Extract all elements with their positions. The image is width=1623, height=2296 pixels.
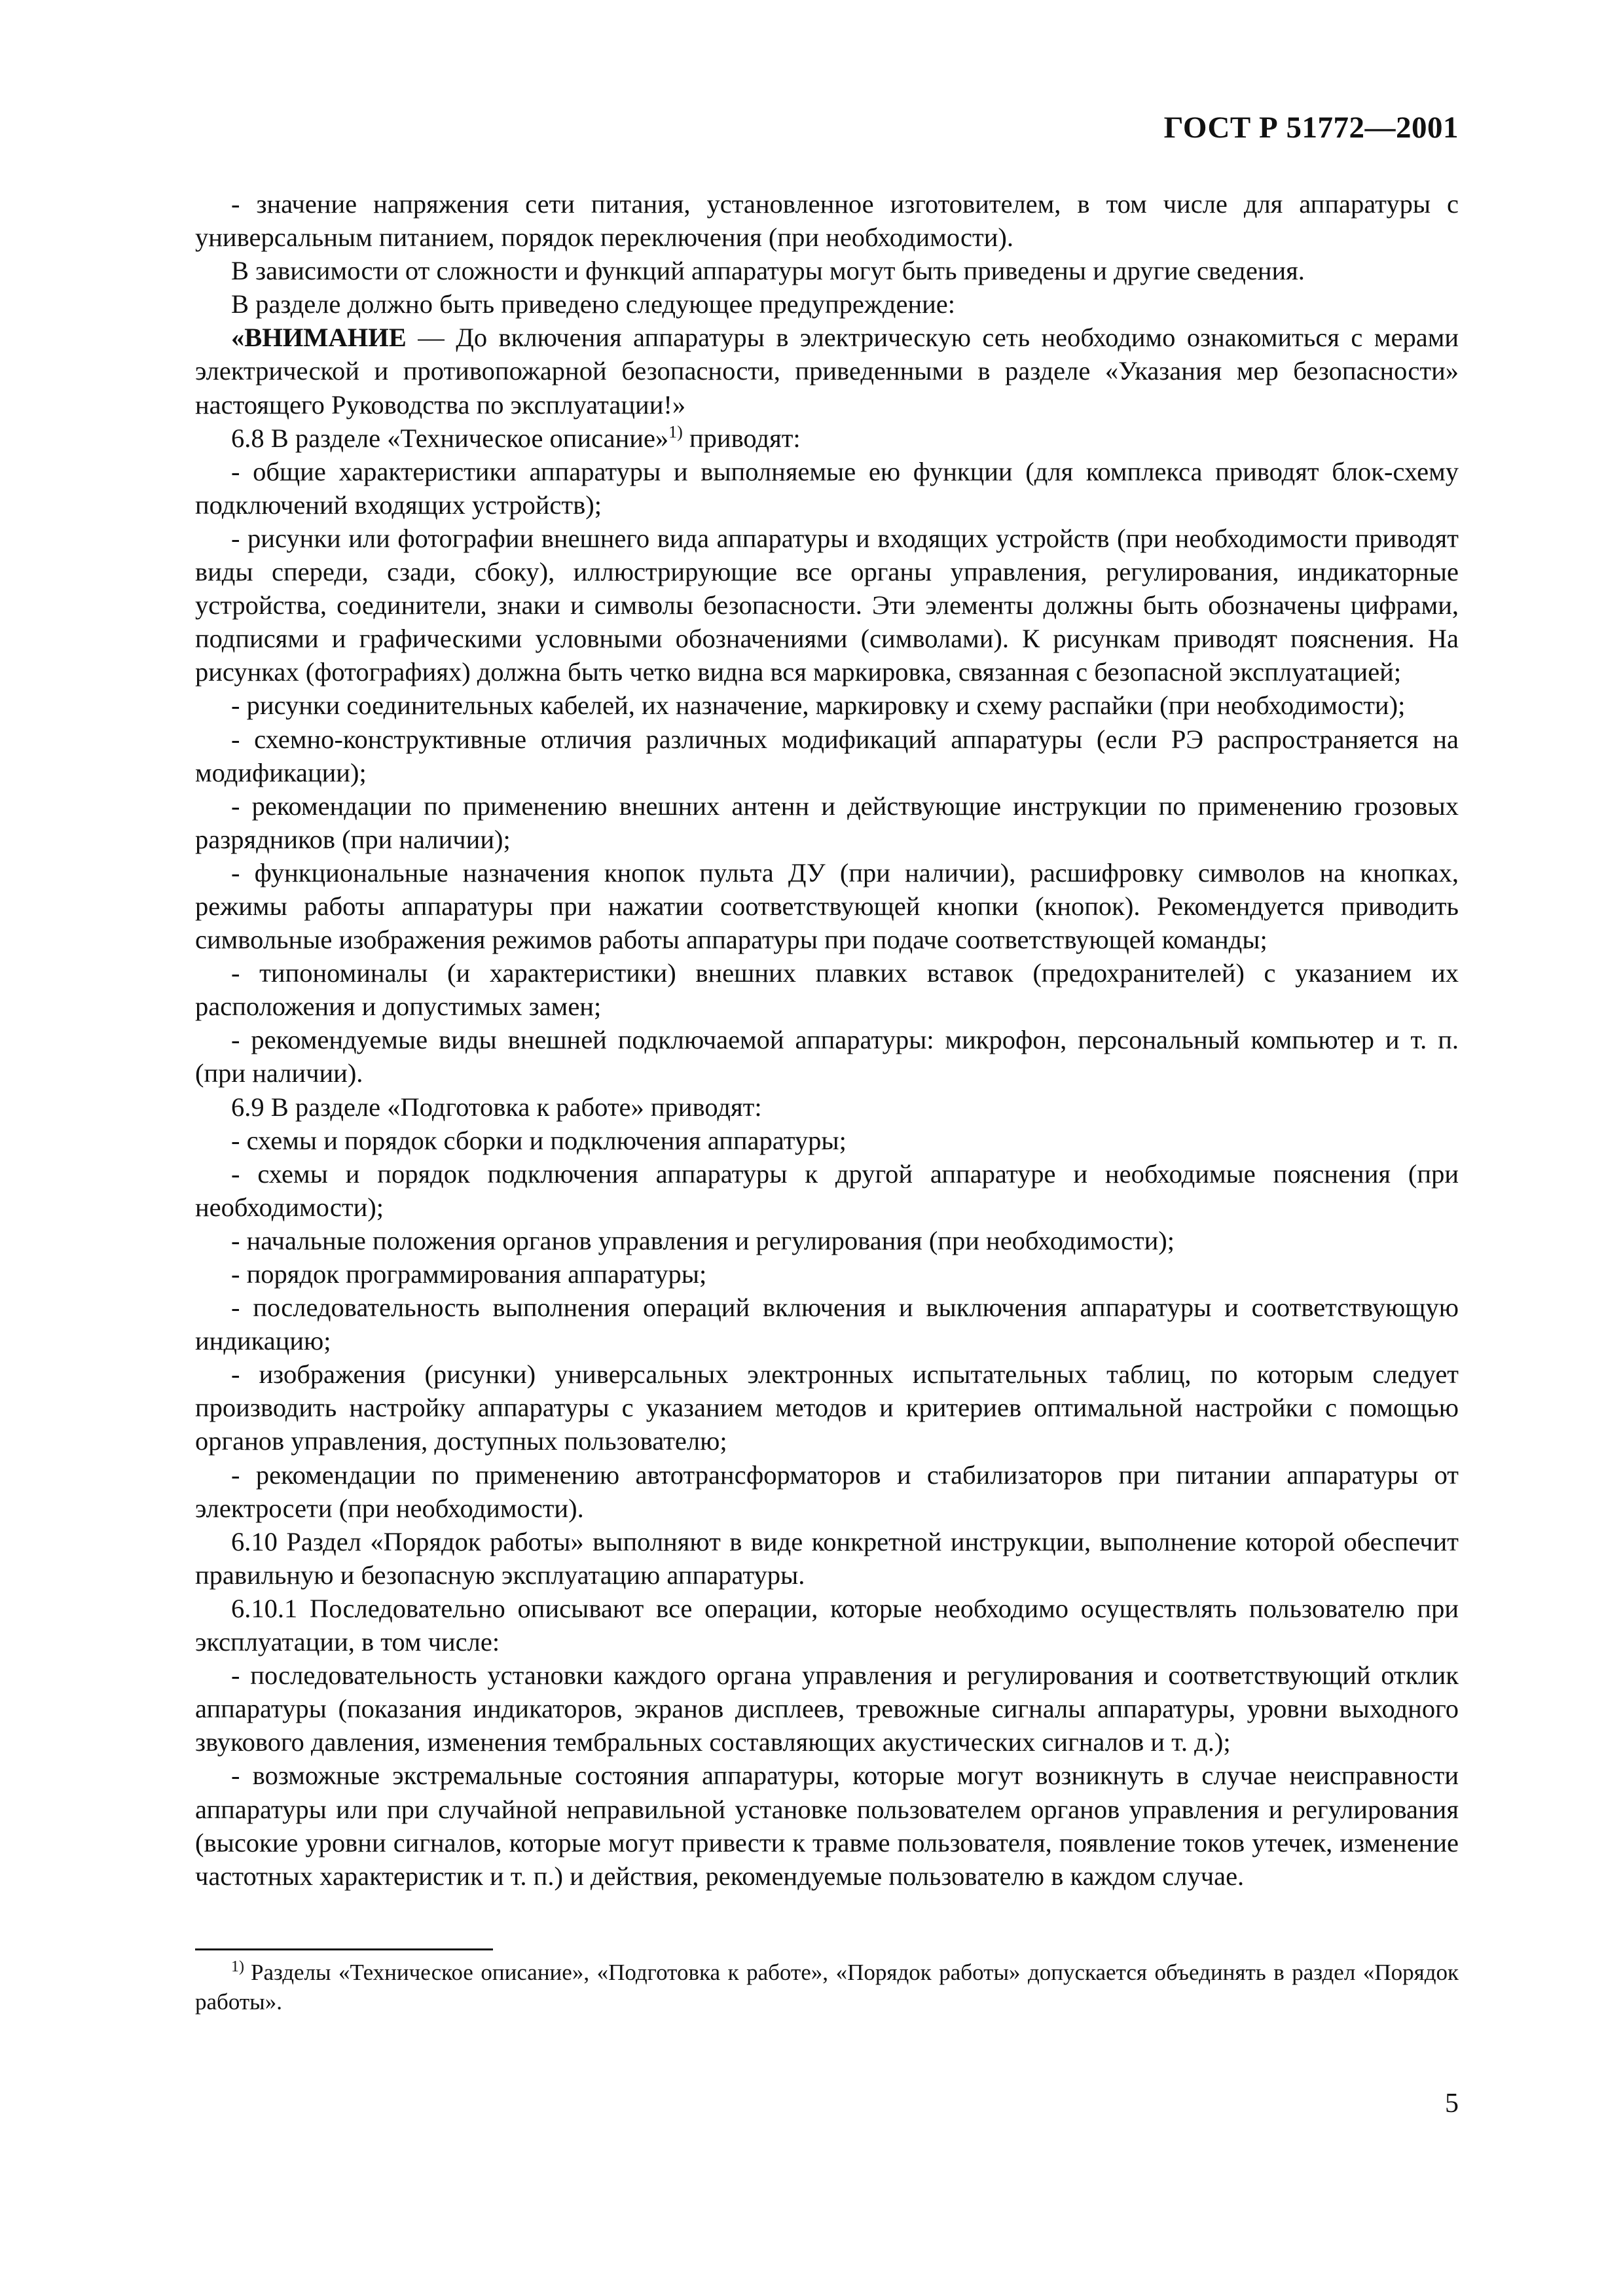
list-item xyxy=(195,789,1459,856)
clause-6-10-1 xyxy=(195,1592,1459,1659)
paragraph-text: — До включения аппаратуры в электрическую сеть необходимо ознакомиться с мерами электрической и противопожарной безопасности, приведенными в разделе «Указания мер безопасности» настоящего Руководства по эксплуатации!» xyxy=(195,323,1459,420)
footnote-reference: 1) xyxy=(668,422,683,442)
clause-6-8 xyxy=(195,422,1459,455)
list-item xyxy=(195,1257,1459,1291)
paragraph-text: - схемы и порядок подключения аппаратуры к другой аппаратуре и необходимые пояснения (при необходимости); xyxy=(195,1158,1459,1222)
paragraph-text: - возможные экстремальные состояния аппаратуры, которые могут возникнуть в случае неисправности аппаратуры или при случайной неправильной установке пользователем органов управления и регулирования (высокие уровни сигналов, которые могут привести к травме пользователя, появление токов утечек, изменение частотных характеристик и т. п.) и действия, рекомендуемые пользователю в каждом случае. xyxy=(195,1761,1459,1891)
page-number: 5 xyxy=(1445,2089,1459,2119)
paragraph-text: - рекомендации по применению внешних антенн и действующие инструкции по применению грозовых разрядников (при наличии); xyxy=(195,791,1459,854)
footnote-divider xyxy=(195,1948,493,1950)
document-body xyxy=(195,187,1459,1893)
paragraph-text: 6.10.1 Последовательно описывают все операции, которые необходимо осуществлять пользователю при эксплуатации, в том числе: xyxy=(195,1593,1459,1657)
paragraph-text: - типономиналы (и характеристики) внешних плавких вставок (предохранителей) с указанием их расположения и допустимых замен; xyxy=(195,958,1459,1022)
list-item xyxy=(195,522,1459,689)
paragraph-text: - схемно-конструктивные отличия различных модификаций аппаратуры (если РЭ распространяется на модификации); xyxy=(195,724,1459,787)
clause-6-9 xyxy=(195,1090,1459,1124)
footnote-paragraph xyxy=(195,1958,1459,2017)
list-item xyxy=(195,856,1459,956)
list-item xyxy=(195,455,1459,522)
list-item xyxy=(195,1291,1459,1357)
list-item xyxy=(195,1458,1459,1525)
paragraph-text: - функциональные назначения кнопок пульта ДУ (при наличии), расшифровку символов на кнопках, режимы работы аппаратуры при нажатии соответствующей кнопки (кнопок). Рекомендуется приводить символьные изображения режимов работы аппаратуры при подаче соответствующей команды; xyxy=(195,857,1459,955)
paragraph xyxy=(195,287,1459,321)
paragraph-text: - порядок программирования аппаратуры; xyxy=(231,1259,707,1289)
paragraph-text: 6.10 Раздел «Порядок работы» выполняют в виде конкретной инструкции, выполнение которой обеспечит правильную и безопасную эксплуатацию аппаратуры. xyxy=(195,1526,1459,1590)
list-item xyxy=(195,1659,1459,1759)
paragraph-text: - последовательность установки каждого органа управления и регулирования и соответствующий отклик аппаратуры (показания индикаторов, экранов дисплеев, тревожные сигналы аппаратуры, уровни выходного звукового давления, изменения тембральных составляющих акустических сигналов и т. д.); xyxy=(195,1660,1459,1757)
list-item xyxy=(195,1124,1459,1157)
paragraph-text: приводят: xyxy=(682,423,801,453)
list-item xyxy=(195,956,1459,1023)
paragraph-text: В зависимости от сложности и функций аппаратуры могут быть приведены и другие сведения. xyxy=(231,256,1305,286)
list-item xyxy=(195,689,1459,722)
paragraph-text: - изображения (рисунки) универсальных электронных испытательных таблиц, по которым следует производить настройку аппаратуры с указанием методов и критериев оптимальной настройки с помощью органов управления, доступных пользователю; xyxy=(195,1359,1459,1456)
paragraph-text: - общие характеристики аппаратуры и выполняемые ею функции (для комплекса приводят блок-схему подключений входящих устройств); xyxy=(195,456,1459,520)
list-item xyxy=(195,1357,1459,1458)
clause-6-10 xyxy=(195,1525,1459,1592)
warning-label: «ВНИМАНИЕ xyxy=(231,323,407,353)
footnote-mark: 1) xyxy=(231,1958,244,1976)
list-item xyxy=(195,1157,1459,1224)
paragraph-text: - схемы и порядок сборки и подключения аппаратуры; xyxy=(231,1125,847,1155)
paragraph-text: 6.8 В разделе «Техническое описание» xyxy=(231,423,669,453)
list-item xyxy=(195,723,1459,789)
warning-paragraph xyxy=(195,321,1459,421)
paragraph-text: - рекомендации по применению автотрансформаторов и стабилизаторов при питании аппаратуры от электросети (при необходимости). xyxy=(195,1460,1459,1523)
paragraph-text: - начальные положения органов управления и регулирования (при необходимости); xyxy=(231,1225,1175,1255)
paragraph-text: 6.9 В разделе «Подготовка к работе» приводят: xyxy=(231,1092,762,1122)
list-item xyxy=(195,1023,1459,1090)
paragraph-text: - рекомендуемые виды внешней подключаемой аппаратуры: микрофон, персональный компьютер и т. п. (при наличии). xyxy=(195,1025,1459,1088)
list-item xyxy=(195,1759,1459,1892)
paragraph-text: В разделе должно быть приведено следующее предупреждение: xyxy=(231,289,956,319)
document-standard-id: ГОСТ Р 51772—2001 xyxy=(1163,111,1459,145)
footnote-text: Разделы «Техническое описание», «Подготовка к работе», «Порядок работы» допускается объединять в раздел «Порядок работы». xyxy=(195,1960,1459,2015)
paragraph xyxy=(195,254,1459,287)
paragraph-text: - последовательность выполнения операций включения и выключения аппаратуры и соответствующую индикацию; xyxy=(195,1293,1459,1356)
list-item xyxy=(195,1224,1459,1257)
paragraph-text: - значение напряжения сети питания, установленное изготовителем, в том числе для аппаратуры с универсальным питанием, порядок переключения (при необходимости). xyxy=(195,189,1459,253)
paragraph xyxy=(195,187,1459,254)
paragraph-text: - рисунки соединительных кабелей, их назначение, маркировку и схему распайки (при необходимости); xyxy=(231,691,1406,721)
footnote xyxy=(195,1958,1459,2017)
paragraph-text: - рисунки или фотографии внешнего вида аппаратуры и входящих устройств (при необходимости приводят виды спереди, сзади, сбоку), иллюстрирующие все органы управления, регулирования, индикаторные устройства, соединители, знаки и символы безопасности. Эти элементы должны быть обозначены цифрами, подписями и графическими условными обозначениями (символами). К рисункам приводят пояснения. На рисунках (фотографиях) должна быть четко видна вся маркировка, связанная с безопасной эксплуатацией; xyxy=(195,523,1459,687)
